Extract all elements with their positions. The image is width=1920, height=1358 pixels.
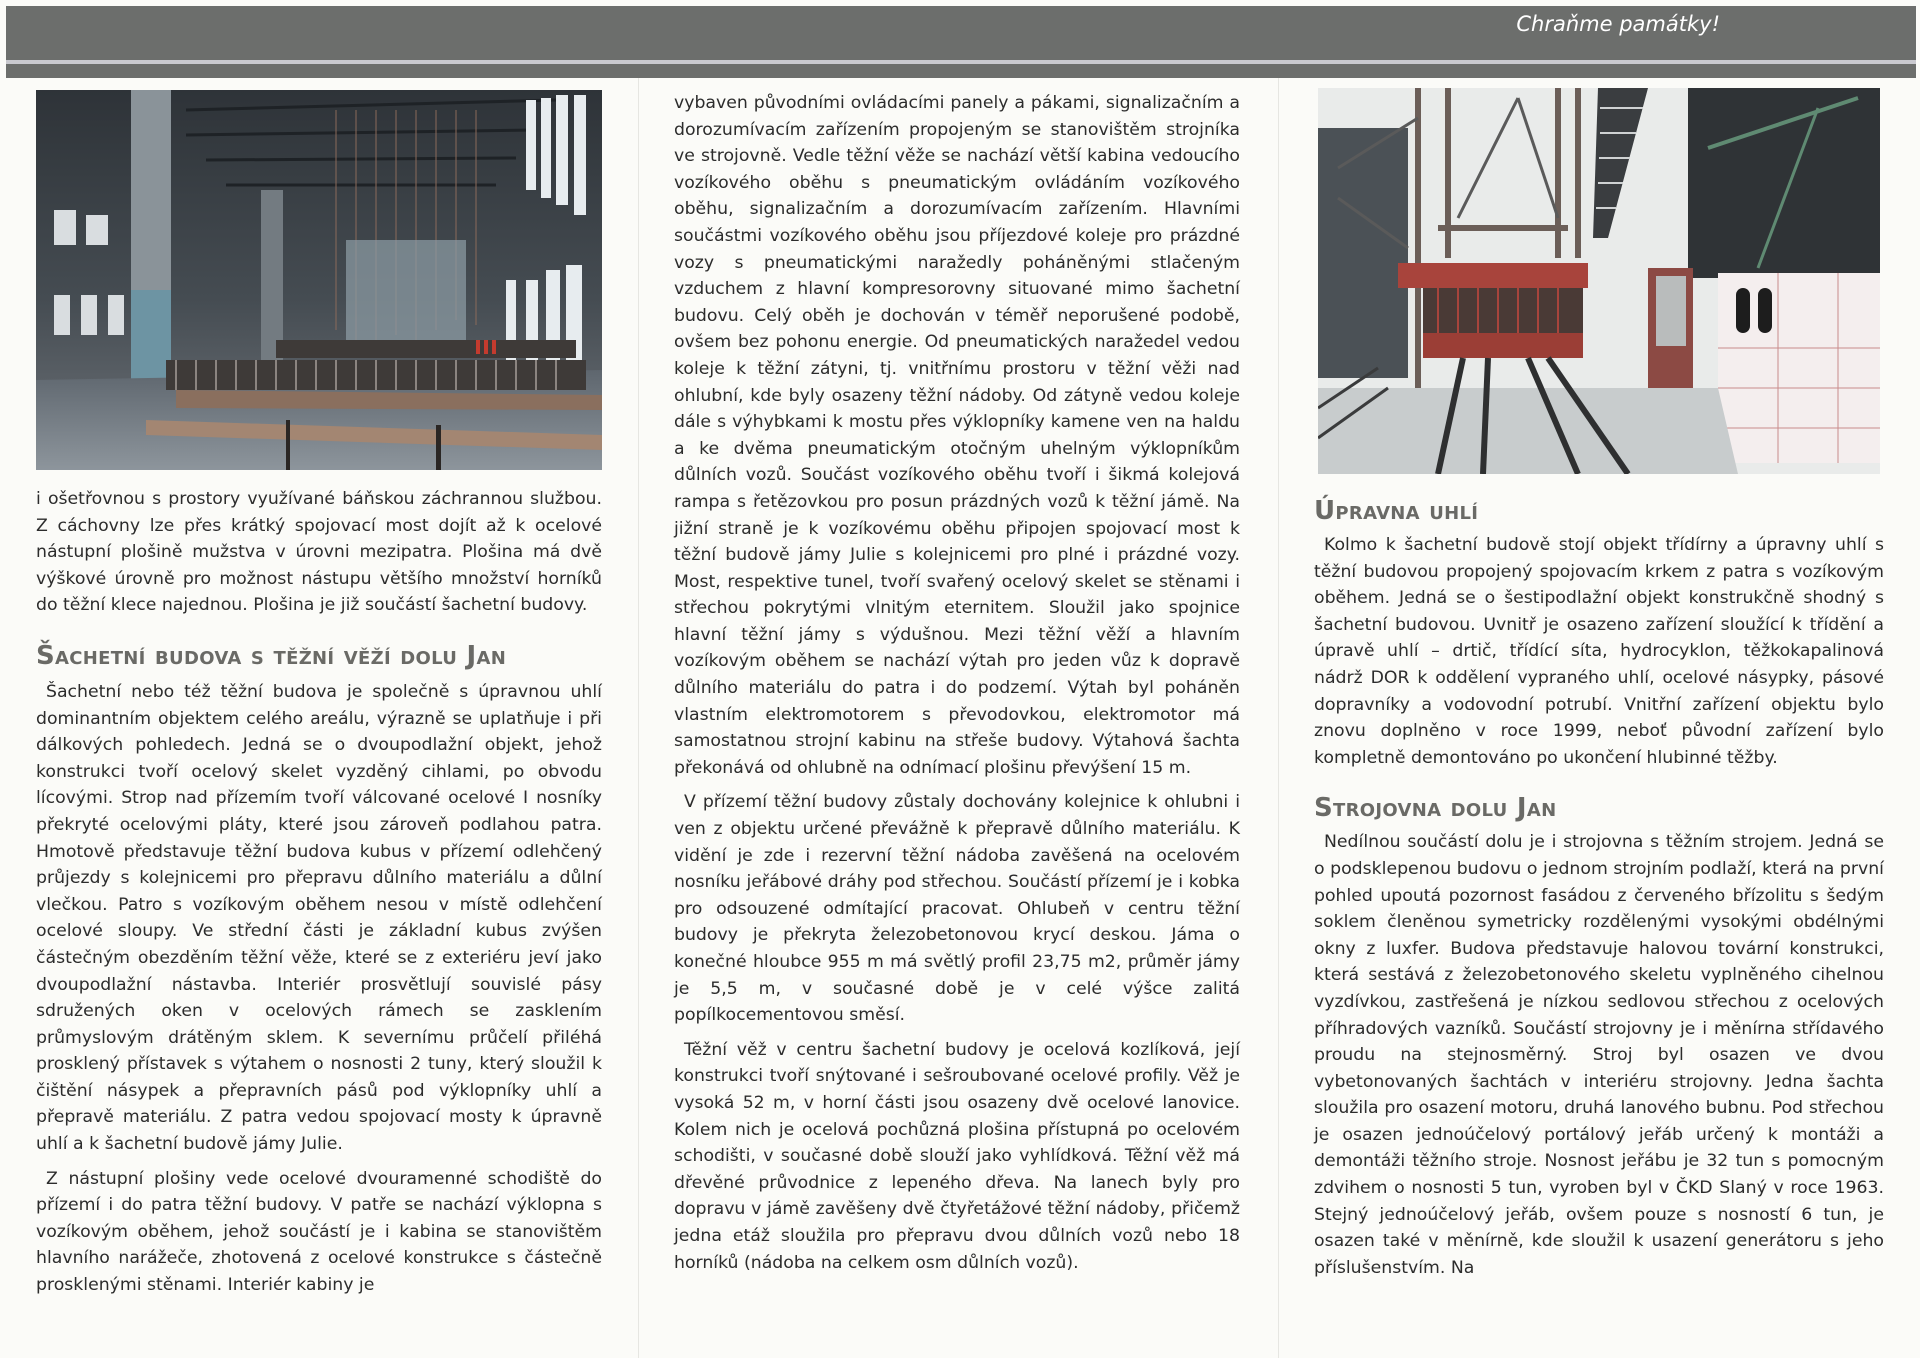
section-heading-engine-house: Strojovna dolu Jan (1314, 793, 1557, 824)
column-3 (1314, 80, 1884, 1281)
column-1 (36, 80, 602, 1299)
page-fold-divider (638, 78, 639, 1358)
body-paragraph: V přízemí těžní budovy zůstaly dochovány kolejnice k ohlubni i ven z objektu určené převážně k přepravě důlního materiálu. K vidění je zde i rezervní těžní nádoba zavěšená na ocelovém nosníku jeřábové dráhy pod střechou. Součástí přízemí je i kobka pro odsouzené odmítající pracovat. Ohlubeň v centru těžní budovy je překryta železobetonovou krycí deskou. Jáma o konečné hloubce 955 m má světlý profil 23,75 m2, průměr jámy je 5,5 m, v současné době je v celé výšce zalitá popílkocementovou směsí. (674, 792, 1240, 1026)
column-2 (674, 90, 1240, 1276)
body-paragraph: Šachetní nebo též těžní budova je společně s úpravnou uhlí dominantním objektem celého areálu, výrazně se uplatňuje i při dálkových pohledech. Jedná se o dvoupodlažní objekt, jehož konstrukci tvoří ocelový skelet vyzděný cihlami, po obvodu lícovými. Strop nad přízemím tvoří válcované ocelové I nosníky překryté ocelovými pláty, které jsou zároveň podlahou patra. Hmotově představuje těžní budova kubus v přízemí odlehčený průjezdy s kolejnicemi pro přepravu důlního materiálu a důlní vlečkou. Patro s vozíkovým oběhem nesou v místě odlehčení ocelové sloupy. Ve střední části je základní kubus zvýšen částečným obezděním těžní věže, které se z exteriéru jeví jako dvoupodlažní nástavba. Interiér prosvětlují souvislé pásy sdružených oken v ocelových rámech se zasklením průmyslovým drátěným sklem. K severnímu průčelí přiléhá prosklený přístavek s výtahem o nosnosti 2 tuny, který sloužil k čištění násypek a přepravních pásů pod výklopníky uhlí a přepravě materiálu. Z patra vedou spojovací mosty k úpravně uhlí a k šachetní budově jámy Julie. (36, 681, 602, 1155)
page-fold-divider (1278, 78, 1279, 1358)
body-paragraph: Nedílnou součástí dolu je i strojovna s těžním strojem. Jedná se o podsklepenou budovu o jednom strojním podlaží, která na první pohled upoutá pozornost fasádou z červeného břízolitu s šedým soklem členěnou symetricky rozdělenými vysokými obdélnými okny z luxfer. Budova představuje halovou tovární konstrukci, která sestává z železobetonového skeletu vyplněného cihelnou vyzdívkou, zastřešená je nízkou sedlovou střechou z ocelových příhradových vazníků. Součástí strojovny je i měnírna střídavého proudu na stejnosměrný. Stroj byl osazen ve dvou vybetonovaných šachtách v interiéru strojovny. Jedna šachta sloužila pro osazení motoru, druhá lanového bubnu. Pod střechou je osazen jednoúčelový portálový jeřáb určený k montáži a demontáži těžního stroje. Nosnost jeřábu je 32 tun s pomocným zdvihem o nosnosti 5 tun, vyroben byl v ČKD Slaný v roce 1963. Stejný jednoúčelový jeřáb, ovšem pouze s nosností 6 tun, je osazen také v měnírně, kde sloužil k usazení generátoru s jeho příslušenstvím. Na (1314, 832, 1884, 1278)
body-paragraph: Kolmo k šachetní budově stojí objekt třídírny a úpravny uhlí s těžní budovou propojený spojovacím krkem z patra s vozíkovým oběhem. Jedná se o šestipodlažní objekt konstrukčně shodný s šachetní budovou. Uvnitř je osazeno zařízení sloužící k třídění a úpravě uhlí – drtič, třídící síta, hydrocyklon, těžkokapalinová nádrž DOR k oddělení vypraného uhlí, ocelové násypky, pásové dopravníky a vodovodní potrubí. Vnitřní zařízení objektu bylo znovu doplněno v roce 1999, neboť původní zařízení bylo kompletně demontováno po ukončení hlubinné těžby. (1314, 535, 1884, 768)
section-heading-coal-preparation: Úpravna uhlí (1314, 496, 1479, 526)
body-paragraph: vybaven původními ovládacími panely a pákami, signalizačním a dorozumívacím zařízením propojeným se stanovištěm strojníka ve strojovně. Vedle těžní věže se nachází větší kabina vedoucího vozíkového oběhu s pneumatickým ovládáním vozíkového oběhu, signalizačním a dorozumívacím zařízením. Hlavními součástmi vozíkového oběhu jsou příjezdové koleje pro prázdné vozy s pneumatickými naražedly poháněnými stlačeným vzduchem z hlavní kompresorovny situované mimo šachetní budovu. Celý oběh je dochován v téměř neporušené podobě, ovšem bez pohonu energie. Od pneumatických naražedel vedou koleje k těžní zátyni, tj. vnitřnímu prostoru v těžní věži nad ohlubní, kde byly osazeny těžní nádoby. Od zátyně vedou koleje dále s výhybkami k mostu přes výklopníky kamene ven na haldu a ke dvěma pneumatickým otočným uhelným výklopníkům důlních vozů. Součást vozíkového oběhu tvoří i šikmá kolejová rampa s řetězovkou pro posun prázdných vozů k těžní jámě. Na jižní straně je k vozíkovému oběhu připojen spojovací most k těžní budově jámy Julie s kolejnicemi pro plné i prázdné vozy. Most, respektive tunel, tvoří svařený ocelový skelet se stěnami i střechou pokrytými vlnitým eternitem. Sloužil jako spojnice hlavní těžní jámy s výdušnou. Mezi těžní věží a hlavním vozíkovým oběhem se nachází výtah pro jeden vůz k dopravě důlního materiálu do patra i do podzemí. Výtah byl poháněn vlastním elektromotorem s převodovkou, elektromotor má samostatnou strojní kabinu na střeše budovy. Výtahová šachta překonává od ohlubně na odnímací plošinu převýšení 15 m. (674, 93, 1240, 778)
shaft-landing-photo (1318, 88, 1880, 474)
body-paragraph: Z nástupní plošiny vede ocelové dvouramenné schodiště do přízemí i do patra těžní budovy. V patře se nachází výklopna s vozíkovým oběhem, jehož součástí je i kabina se stanovištěm hlavního narážeče, zhotovená z ocelové konstrukce s částečně prosklenými stěnami. Interiér kabiny je (36, 1168, 602, 1296)
body-paragraph: Těžní věž v centru šachetní budovy je ocelová kozlíková, její konstrukci tvoří snýtované i sešroubované ocelové profily. Věž je vysoká 52 m, v horní části jsou osazeny dvě ocelové lanovice. Kolem nich je ocelová pochůzná plošina přístupná po ocelovém schodišti, v současné době slouží jako vyhlídková. Těžní věž má dřevěné průvodnice z lepeného dřeva. Na lanech byly pro dopravu v jámě zavěšeny dvě čtyřetážové těžní nádoby, přičemž jedna etáž sloužila pro přepravu dvou důlních vozů nebo 18 horníků (nádoba na celkem osm důlních vozů). (674, 1039, 1240, 1273)
continuation-paragraph: i ošetřovnou s prostory využívané báňskou záchrannou službou. Z cáchovny lze přes krátký spojovací most dojít až k ocelové nástupní plošině mužstva v úrovni mezipatra. Plošina má dvě výškové úrovně pro možnost nástupu většího množství horníků do těžní klece najednou. Plošina je již součástí šachetní budovy. (36, 489, 602, 616)
header-stripe (6, 60, 1916, 64)
interior-hall-photo (36, 90, 602, 470)
series-title: Chraňme památky! (1516, 12, 1720, 36)
section-heading-shaft-building: Šachetní budova s těžní věží dolu Jan (36, 640, 507, 671)
